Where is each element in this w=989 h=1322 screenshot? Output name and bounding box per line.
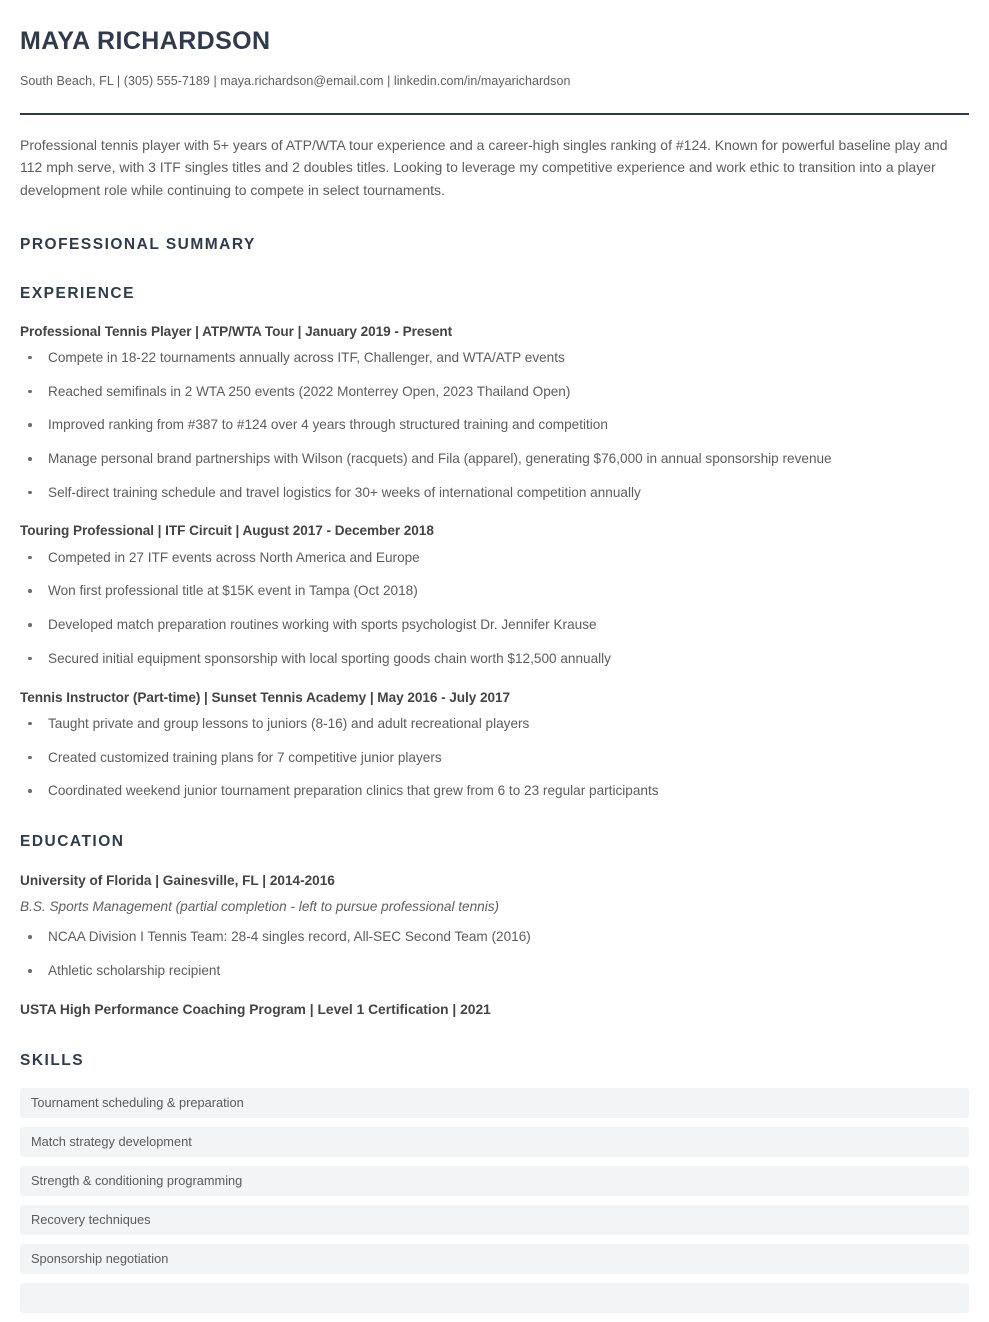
education-degree: B.S. Sports Management (partial completion - left to pursue professional tennis) — [20, 899, 500, 915]
list-item: Reached semifinals in 2 WTA 250 events (2022 Monterrey Open, 2023 Thailand Open) — [20, 382, 969, 402]
header-divider — [20, 113, 969, 115]
list-item: Self-direct training schedule and travel logistics for 30+ weeks of international competition annually — [20, 483, 969, 503]
experience-entry — [20, 689, 969, 801]
section-heading-skills: SKILLS — [20, 1052, 85, 1070]
experience-entry — [20, 323, 969, 503]
job-bullet-list — [20, 714, 969, 801]
list-item: Compete in 18-22 tournaments annually across ITF, Challenger, and WTA/ATP events — [20, 348, 969, 368]
education-school: University of Florida | Gainesville, FL | 2014-2016 — [20, 872, 335, 888]
job-title: Touring Professional | ITF Circuit | August 2017 - December 2018 — [20, 523, 434, 539]
skill-item: Tournament scheduling & preparation — [20, 1088, 969, 1118]
summary-paragraph: Professional tennis player with 5+ years of ATP/WTA tour experience and a career-high singles ranking of #124. Known for powerful baseline play and 112 mph serve, with 3 ITF singles titles and 2 doubles titles. Looking to leverage my competitive experience and work ethic to transition into a player development role while continuing to compete in select tournaments. — [20, 136, 948, 198]
job-title: Tennis Instructor (Part-time) | Sunset Tennis Academy | May 2016 - July 2017 — [20, 689, 511, 705]
skill-item: Sponsorship negotiation — [20, 1244, 969, 1274]
candidate-name: MAYA RICHARDSON — [20, 27, 271, 55]
list-item: Developed match preparation routines working with sports psychologist Dr. Jennifer Krause — [20, 615, 969, 635]
section-heading-experience: EXPERIENCE — [20, 284, 135, 302]
list-item: Manage personal brand partnerships with Wilson (racquets) and Fila (apparel), generating $76,000 in annual sponsorship revenue — [20, 449, 969, 469]
skill-item: Strength & conditioning programming — [20, 1166, 969, 1196]
list-item: NCAA Division I Tennis Team: 28-4 singles record, All-SEC Second Team (2016) — [20, 927, 969, 947]
list-item: Competed in 27 ITF events across North America and Europe — [20, 548, 969, 568]
section-heading-education: EDUCATION — [20, 832, 125, 850]
job-title: Professional Tennis Player | ATP/WTA Tour | January 2019 - Present — [20, 323, 453, 339]
list-item: Improved ranking from #387 to #124 over 4 years through structured training and competition — [20, 415, 969, 435]
experience-entry — [20, 522, 969, 668]
job-bullet-list — [20, 348, 969, 503]
contact-line: South Beach, FL | (305) 555-7189 | maya.richardson@email.com | linkedin.com/in/mayarichardson — [20, 74, 571, 88]
list-item: Won first professional title at $15K event in Tampa (Oct 2018) — [20, 581, 969, 601]
skill-item — [20, 1283, 969, 1313]
education-entry — [20, 872, 969, 1019]
skill-item: Match strategy development — [20, 1127, 969, 1157]
skill-item: Recovery techniques — [20, 1205, 969, 1235]
list-item: Created customized training plans for 7 competitive junior players — [20, 748, 969, 768]
list-item: Taught private and group lessons to juniors (8-16) and adult recreational players — [20, 714, 969, 734]
list-item: Athletic scholarship recipient — [20, 961, 969, 981]
resume-header — [20, 22, 969, 115]
list-item: Coordinated weekend junior tournament preparation clinics that grew from 6 to 23 regular participants — [20, 781, 969, 801]
education-certification: USTA High Performance Coaching Program | Level 1 Certification | 2021 — [20, 1001, 491, 1017]
list-item: Secured initial equipment sponsorship with local sporting goods chain worth $12,500 annually — [20, 649, 969, 669]
education-bullet-list — [20, 927, 969, 980]
job-bullet-list — [20, 548, 969, 669]
section-heading-professional-summary: PROFESSIONAL SUMMARY — [20, 235, 256, 253]
